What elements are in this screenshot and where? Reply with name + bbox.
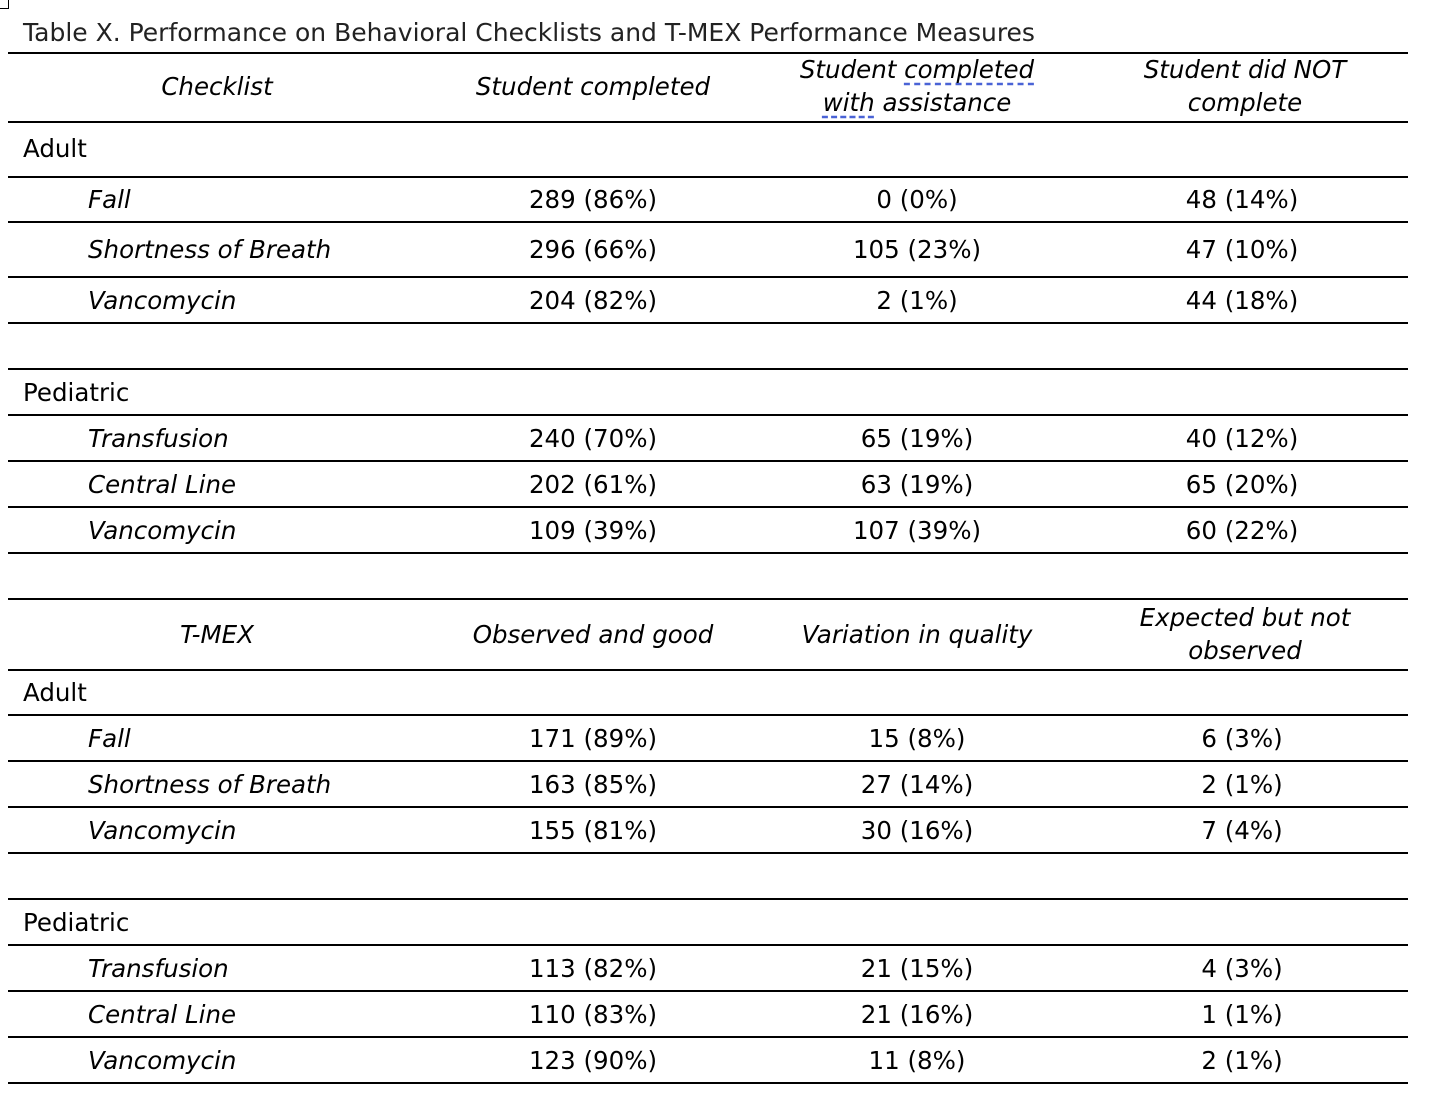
row-label: Transfusion	[88, 954, 229, 983]
header-text-flagged: completed	[904, 55, 1035, 84]
table-rule	[8, 506, 1408, 508]
corner-mark	[0, 0, 9, 9]
checklist-header-completed-with-assistance	[800, 53, 1034, 119]
table-cell: 110 (83%)	[528, 1000, 658, 1029]
table-rule	[8, 414, 1408, 416]
table-cell: 105 (23%)	[852, 235, 982, 264]
group-label-adult: Adult	[23, 678, 87, 707]
tmex-header-expected-not-observed	[1140, 601, 1351, 667]
table-rule	[8, 221, 1408, 223]
table-cell: 240 (70%)	[528, 424, 658, 453]
checklist-header-label: Checklist	[161, 72, 273, 101]
table-rule	[8, 852, 1408, 854]
table-rule	[8, 121, 1408, 123]
table-cell: 289 (86%)	[528, 185, 658, 214]
table-cell: 296 (66%)	[528, 235, 658, 264]
table-rule	[8, 898, 1408, 900]
table-rule	[8, 1082, 1408, 1084]
table-cell: 2 (1%)	[1201, 1046, 1283, 1075]
row-label: Shortness of Breath	[88, 770, 332, 799]
header-text: assistance	[874, 88, 1012, 117]
table-rule	[8, 552, 1408, 554]
row-label: Shortness of Breath	[88, 235, 332, 264]
checklist-header-did-not-complete	[1144, 53, 1347, 119]
tmex-header-observed-good: Observed and good	[472, 620, 714, 649]
table-rule	[8, 714, 1408, 716]
table-cell: 171 (89%)	[528, 724, 658, 753]
row-label: Vancomycin	[88, 516, 237, 545]
table-cell: 2 (1%)	[876, 286, 958, 315]
table-cell: 2 (1%)	[1201, 770, 1283, 799]
table-rule	[8, 460, 1408, 462]
tmex-header-label: T-MEX	[180, 620, 254, 649]
group-label-adult: Adult	[23, 134, 87, 163]
table-cell: 21 (15%)	[860, 954, 974, 983]
table-cell: 44 (18%)	[1185, 286, 1299, 315]
table-cell: 109 (39%)	[528, 516, 658, 545]
header-text: Student did NOT	[1143, 55, 1347, 84]
table-cell: 113 (82%)	[528, 954, 658, 983]
table-cell: 204 (82%)	[528, 286, 658, 315]
table-rule	[8, 760, 1408, 762]
table-rule	[8, 322, 1408, 324]
checklist-header-completed: Student completed	[475, 72, 711, 101]
tmex-header-variation: Variation in quality	[801, 620, 1033, 649]
table-cell: 40 (12%)	[1185, 424, 1299, 453]
table-cell: 163 (85%)	[528, 770, 658, 799]
table-cell: 6 (3%)	[1201, 724, 1283, 753]
table-rule	[8, 944, 1408, 946]
table-cell: 27 (14%)	[860, 770, 974, 799]
table-cell: 155 (81%)	[528, 816, 658, 845]
row-label: Vancomycin	[88, 1046, 237, 1075]
group-label-pediatric: Pediatric	[23, 378, 130, 407]
header-text: Student	[799, 55, 905, 84]
table-cell: 1 (1%)	[1201, 1000, 1283, 1029]
table-cell: 48 (14%)	[1185, 185, 1299, 214]
table-cell: 63 (19%)	[860, 470, 974, 499]
table-rule	[8, 598, 1408, 600]
header-text: observed	[1188, 636, 1302, 665]
group-label-pediatric: Pediatric	[23, 908, 130, 937]
table-rule	[8, 176, 1408, 178]
table-cell: 30 (16%)	[860, 816, 974, 845]
row-label: Fall	[88, 724, 131, 753]
table-cell: 47 (10%)	[1185, 235, 1299, 264]
table-cell: 65 (19%)	[860, 424, 974, 453]
table-cell: 21 (16%)	[860, 1000, 974, 1029]
row-label: Central Line	[88, 1000, 237, 1029]
header-text: Expected but not	[1139, 603, 1351, 632]
table-cell: 123 (90%)	[528, 1046, 658, 1075]
table-cell: 202 (61%)	[528, 470, 658, 499]
table-rule	[8, 990, 1408, 992]
table-cell: 60 (22%)	[1185, 516, 1299, 545]
table-rule	[8, 806, 1408, 808]
table-cell: 0 (0%)	[876, 185, 958, 214]
table-cell: 15 (8%)	[868, 724, 966, 753]
table-rule	[8, 669, 1408, 671]
table-rule	[8, 276, 1408, 278]
table-cell: 7 (4%)	[1201, 816, 1283, 845]
header-text-flagged: with	[822, 88, 875, 117]
row-label: Transfusion	[88, 424, 229, 453]
table-cell: 107 (39%)	[852, 516, 982, 545]
table-caption: Table X. Performance on Behavioral Checklists and T-MEX Performance Measures	[23, 18, 1035, 47]
row-label: Vancomycin	[88, 816, 237, 845]
header-text: complete	[1187, 88, 1303, 117]
table-cell: 65 (20%)	[1185, 470, 1299, 499]
row-label: Central Line	[88, 470, 237, 499]
row-label: Vancomycin	[88, 286, 237, 315]
table-cell: 11 (8%)	[868, 1046, 966, 1075]
table-rule	[8, 1036, 1408, 1038]
table-rule	[8, 368, 1408, 370]
table-cell: 4 (3%)	[1201, 954, 1283, 983]
row-label: Fall	[88, 185, 131, 214]
